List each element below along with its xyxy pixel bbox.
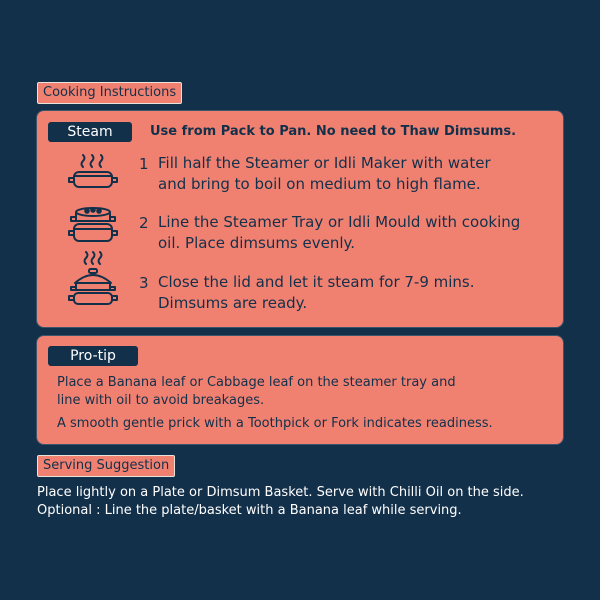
step-3-text	[158, 272, 558, 314]
step-2-text	[158, 212, 558, 254]
protip-label: Pro-tip	[48, 346, 138, 366]
protip-text-2: A smooth gentle prick with a Toothpick or Fork indicates readiness.	[57, 416, 493, 431]
protip-1-line-1: Place a Banana leaf or Cabbage leaf on the steamer tray and	[57, 375, 456, 390]
step-2-line-2: oil. Place dimsums evenly.	[158, 234, 356, 252]
steamer-pot-icon	[65, 152, 121, 192]
steam-headline: Use from Pack to Pan. No need to Thaw Dimsums.	[150, 124, 517, 139]
serving-line-1: Place lightly on a Plate or Dimsum Basket. Serve with Chilli Oil on the side.	[37, 485, 524, 500]
step-1-line-1: Fill half the Steamer or Idli Maker with water	[158, 154, 491, 172]
steam-instructions-card	[37, 111, 563, 327]
cooking-instructions-label: Cooking Instructions	[37, 82, 182, 104]
step-1-number: 1	[139, 155, 149, 173]
steamer-lid-icon	[65, 249, 121, 307]
serving-line-2: Optional : Line the plate/basket with a Banana leaf while serving.	[37, 503, 462, 518]
protip-card	[37, 336, 563, 444]
step-3-line-2: Dimsums are ready.	[158, 294, 308, 312]
protip-1-line-2: line with oil to avoid breakages.	[57, 393, 265, 408]
steam-label: Steam	[48, 122, 132, 142]
step-3-line-1: Close the lid and let it steam for 7-9 mins.	[158, 273, 475, 291]
step-1-text	[158, 153, 558, 195]
step-2-number: 2	[139, 214, 149, 232]
protip-text-1	[57, 374, 557, 410]
step-1-line-2: and bring to boil on medium to high flame.	[158, 175, 481, 193]
step-3-number: 3	[139, 274, 149, 292]
step-2-line-1: Line the Steamer Tray or Idli Mould with cooking	[158, 213, 521, 231]
steamer-tray-icon	[65, 204, 121, 248]
serving-suggestion-label: Serving Suggestion	[37, 455, 175, 477]
